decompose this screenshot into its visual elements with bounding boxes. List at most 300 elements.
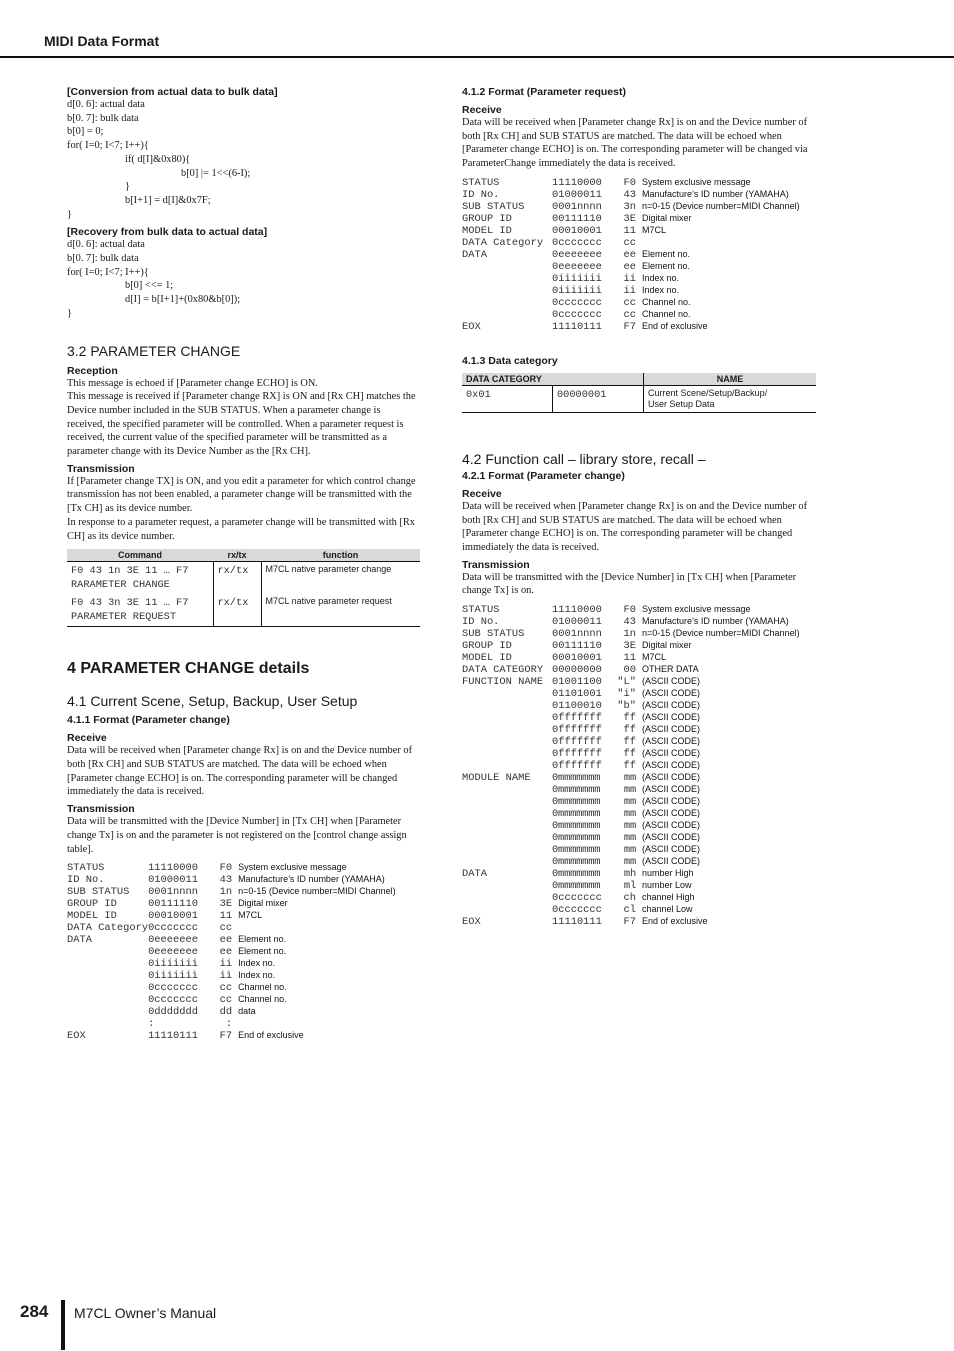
message-binary: 0eeeeeee [148,934,198,947]
message-description: Digital mixer [642,212,692,223]
message-hex: 43 [623,616,636,629]
message-description: Manufacture’s ID number (YAMAHA) [642,188,789,199]
message-description: number High [642,868,694,879]
message-row [67,874,420,886]
section-4-2-1-title: 4.2.1 Format (Parameter change) [462,469,625,482]
message-field: ID No. [462,616,500,629]
message-row [462,832,816,844]
message-hex: ii [623,272,636,285]
receive-text: Data will be received when [Parameter change Rx] is on and the Device number of both [Rx CH] and SUB STATUS are matched. The data will be echoed when [Parameter change ECHO] is on. The corresponding parameter will be changed immediately the data is received. [67,745,413,798]
name-header: NAME [644,373,817,386]
message-description: OTHER DATA [642,664,699,675]
message-field [462,880,552,892]
message-hex: ff [623,712,636,725]
message-description: Index no. [238,970,276,981]
command-name: RARAMETER CHANGE [71,579,170,592]
message-hex: F0 [219,862,233,875]
message-hex: ff [623,760,636,773]
message-row [67,934,420,946]
code-line: d[I] = b[I+1]+(0x80&b[0]); [125,294,241,306]
message-field [67,994,148,1006]
running-header: MIDI Data Format [44,33,160,49]
message-description: Digital mixer [238,898,288,909]
message-hex: ff [623,748,636,761]
message-description: (ASCII CODE) [642,748,701,759]
section-4-title: 4 PARAMETER CHANGE details [67,660,310,678]
message-description: (ASCII CODE) [642,832,701,843]
message-binary: 0ddddddd [148,1006,198,1019]
message-row [462,261,816,273]
code-line: } [125,181,130,193]
message-row [67,994,420,1006]
message-format-table [67,862,420,1042]
message-field: DATA [67,934,92,947]
message-field: FUNCTION NAME [462,676,544,689]
message-field [462,285,552,297]
section-4-2-title: 4.2 Function call – library store, recall – [462,450,706,467]
message-row [462,309,816,321]
code-line: if( d[I]&0x80){ [125,153,191,165]
message-binary: 0ccccccc [552,236,602,249]
message-row [462,237,816,249]
message-hex: ee [219,934,233,947]
category-name-line: User Setup Data [648,398,715,409]
message-hex: "b" [617,700,636,713]
message-binary: 0iiiiiii [148,970,198,983]
message-field: EOX [67,1030,86,1043]
message-row [67,862,420,874]
message-field [462,309,552,321]
message-row [67,1006,420,1018]
message-field [462,832,552,844]
receive-text-2: Data will be received when [Parameter change Rx] is on and the Device number of both [Rx CH] and SUB STATUS are matched. The data will be echoed when [Parameter change ECHO] is on. The corresponding parameter will be changed immediately the data is received. [462,500,808,553]
message-description: System exclusive message [238,862,347,873]
function-cell: M7CL native parameter request [261,594,420,627]
command-name: PARAMETER REQUEST [71,611,177,624]
message-row [462,820,816,832]
transmission-text: Data will be transmitted with the [Device Number] in [Tx CH] when [Parameter change Tx] is on. [462,571,797,597]
message-field [462,856,552,868]
table-row [67,594,420,627]
message-hex: 1n [623,628,636,641]
message-hex: mm [623,832,636,845]
command-code: F0 43 1n 3E 11 … F7 [71,565,189,578]
message-row [67,922,420,934]
message-binary: 0ccccccc [148,982,198,995]
message-binary: 01101001 [552,688,602,701]
code-line: } [67,208,72,220]
message-row [67,970,420,982]
footer-bar [61,1300,65,1350]
message-row [462,177,816,189]
message-description: (ASCII CODE) [642,784,701,795]
message-row [462,868,816,880]
message-binary: 0mmmmmmm [552,856,601,869]
message-description: (ASCII CODE) [642,712,701,723]
message-row [462,700,816,712]
code-line: d[0. 6]: actual data [67,99,145,110]
message-hex: "L" [617,676,636,689]
message-row [462,321,816,333]
message-field: DATA CATEGORY [462,664,544,677]
message-row [462,604,816,616]
message-row [462,856,816,868]
message-description: End of exclusive [642,320,708,331]
message-row [462,844,816,856]
message-row [462,748,816,760]
command-table [67,549,420,627]
message-binary: 0eeeeeee [552,248,602,261]
message-binary: 0ccccccc [148,922,198,935]
message-binary: 0fffffff [552,748,602,761]
receive-heading-2: Receive [462,487,502,500]
message-binary: 0eeeeeee [552,260,602,273]
message-field: DATA [462,868,487,881]
reception-heading: Reception [67,364,118,377]
message-binary: 01000011 [552,188,602,201]
message-binary: 0001nnnn [552,628,602,641]
message-row [67,910,420,922]
message-hex: dd [219,1006,233,1019]
message-row [67,886,420,898]
message-row [462,285,816,297]
message-row [462,616,816,628]
message-binary: 0ccccccc [552,904,602,917]
message-hex: F7 [219,1030,233,1043]
message-hex: mm [623,820,636,833]
message-field [67,970,148,982]
message-description: Index no. [642,284,680,295]
message-field [67,982,148,994]
code-line: b[0. 7]: bulk data [67,112,139,124]
message-hex: ii [219,970,233,983]
right-column [462,86,816,928]
message-binary: 11110111 [148,1030,198,1043]
message-hex: cc [623,308,636,321]
message-hex: cc [623,236,636,249]
conversion-code [67,98,420,221]
message-row [67,982,420,994]
message-row [462,628,816,640]
message-field: DATA [462,248,487,261]
message-field [67,946,148,958]
message-field: GROUP ID [462,212,512,225]
message-field [462,844,552,856]
message-field: DATA Category [462,236,544,249]
message-row [67,1030,420,1042]
message-field [462,724,552,736]
message-description: (ASCII CODE) [642,796,701,807]
message-binary: 0ccccccc [148,994,198,1007]
message-description: System exclusive message [642,176,751,187]
message-row [67,1018,420,1030]
message-row [462,712,816,724]
message-hex: ee [623,260,636,273]
message-row [462,297,816,309]
message-description: (ASCII CODE) [642,736,701,747]
message-binary: 00111110 [552,212,602,225]
message-field [462,700,552,712]
message-field: STATUS [462,604,500,617]
rxtx-cell: rx/tx [213,594,261,627]
command-cell [67,594,213,627]
message-hex: 3n [623,200,636,213]
message-hex: 3E [623,212,636,225]
message-hex: cc [219,982,233,995]
category-name [644,385,817,412]
message-field: STATUS [67,862,105,875]
message-field: SUB STATUS [462,200,525,213]
message-row [462,225,816,237]
reception-text-1: This message is echoed if [Parameter change ECHO] is ON. [67,377,319,389]
message-binary: 00000000 [552,664,602,677]
message-binary: 0mmmmmmm [552,808,601,821]
transmission-text-3: Data will be transmitted with the [Device Number] in [Tx CH] when [Parameter change Tx] is on and the parameter is not registered on the [control change assign table]. [67,816,407,855]
category-binary: 00000001 [553,385,644,412]
transmission-heading: Transmission [462,558,530,571]
message-binary: 0fffffff [552,760,602,773]
message-binary: 11110000 [552,604,602,617]
message-description: n=0-15 (Device number=MIDI Channel) [642,200,800,211]
message-description: n=0-15 (Device number=MIDI Channel) [238,886,396,897]
message-field: MODEL ID [67,910,117,923]
message-hex: cc [219,922,233,935]
message-row [67,898,420,910]
message-binary: 0mmmmmmm [552,820,601,833]
section-4-1-2-title: 4.1.2 Format (Parameter request) [462,86,626,98]
message-description: (ASCII CODE) [642,688,701,699]
message-field [462,688,552,700]
message-hex: mm [623,784,636,797]
message-binary: 00010001 [148,910,198,923]
message-field [462,904,552,916]
message-row [462,201,816,213]
message-hex: F0 [623,176,636,189]
message-binary: 11110000 [148,862,198,875]
code-line: b[0. 7]: bulk data [67,253,139,265]
code-line: b[0] |= 1<<(6-I); [181,167,251,179]
message-hex: "i" [617,688,636,701]
message-field [67,1006,148,1018]
message-binary: 01100010 [552,700,602,713]
section-4-1-3-title: 4.1.3 Data category [462,354,558,367]
message-binary: 00111110 [148,898,198,911]
message-description: End of exclusive [238,1030,304,1041]
message-field [462,808,552,820]
data-category-table [462,373,816,413]
message-field: GROUP ID [67,898,117,911]
command-code: F0 43 3n 3E 11 … F7 [71,597,189,610]
message-field: MODULE NAME [462,772,531,785]
message-hex: mm [623,808,636,821]
section-3-2-title: 3.2 PARAMETER CHANGE [67,342,241,359]
message-field [462,892,552,904]
transmission-text-1: If [Parameter change TX] is ON, and you edit a parameter for which control change transmission has not been enabled, a parameter change will be transmitted with the [Tx CH] as its device number. [67,475,416,515]
message-field: GROUP ID [462,640,512,653]
message-field: EOX [462,320,481,333]
message-binary: 11110111 [552,916,602,929]
table-row [462,385,816,412]
message-field: ID No. [67,874,105,887]
message-description: Channel no. [238,982,287,993]
message-description: channel High [642,892,695,903]
message-binary: 0fffffff [552,736,602,749]
message-binary: : [148,1018,155,1031]
message-hex: mm [623,772,636,785]
message-hex: mm [623,844,636,857]
message-binary: 0ccccccc [552,296,602,309]
message-description: (ASCII CODE) [642,700,701,711]
code-line: } [67,307,72,319]
message-binary: 01000011 [552,616,602,629]
transmission-heading: Transmission [67,462,135,475]
recovery-code [67,238,420,320]
message-binary: 00111110 [552,640,602,653]
receive-text: Data will be received when [Parameter change Rx] is on and the Device number of both [Rx CH] and SUB STATUS are matched. The data will be echoed when [Parameter change ECHO] is on. The corresponding parameter will be changed via ParameterChange immediately the data is received. [462,117,808,170]
message-field [462,784,552,796]
message-binary: 0mmmmmmm [552,796,601,809]
message-row [462,676,816,688]
message-hex: F7 [623,916,636,929]
message-description: (ASCII CODE) [642,676,701,687]
message-binary: 0001nnnn [552,200,602,213]
message-description: Element no. [238,934,287,945]
code-line: b[I+1] = d[I]&0x7F; [125,194,211,206]
message-description: M7CL [238,910,263,921]
message-field [462,712,552,724]
code-line: for( I=0; I<7; I++){ [67,140,149,152]
table-row [67,562,420,595]
message-field: ID No. [462,188,500,201]
message-hex: ff [623,724,636,737]
message-binary: 0iiiiiii [552,284,602,297]
message-row [462,880,816,892]
request-format-table [462,177,816,333]
transmission-text-2: In response to a parameter request, a parameter change will be transmitted with [Rx CH] as its device number. [67,516,415,542]
message-row [462,652,816,664]
message-field: MODEL ID [462,652,512,665]
message-description: Digital mixer [642,640,692,651]
message-hex: : [225,1018,233,1031]
message-binary: 0ccccccc [552,892,602,905]
message-hex: 11 [623,224,636,237]
section-4-1-title: 4.1 Current Scene, Setup, Backup, User Setup [67,693,358,710]
message-description: n=0-15 (Device number=MIDI Channel) [642,628,800,639]
message-hex: mm [623,796,636,809]
message-description: M7CL [642,224,667,235]
message-row [462,784,816,796]
message-description: (ASCII CODE) [642,820,701,831]
message-hex: cl [623,904,636,917]
message-description: Element no. [642,248,691,259]
message-binary: 11110111 [552,320,602,333]
message-description: Channel no. [642,308,691,319]
message-description: Channel no. [642,296,691,307]
message-description: Index no. [642,272,680,283]
message-binary: 0iiiiiii [148,958,198,971]
message-description: Index no. [238,958,276,969]
message-binary: 0mmmmmmm [552,832,601,845]
message-field [462,796,552,808]
message-field [462,760,552,772]
message-field: EOX [462,916,481,929]
message-description: End of exclusive [642,916,708,927]
message-row [462,760,816,772]
message-field: MODEL ID [462,224,512,237]
message-hex: 11 [219,910,233,923]
message-description: Element no. [642,260,691,271]
message-field: SUB STATUS [67,886,130,899]
message-description: (ASCII CODE) [642,856,701,867]
message-binary: 0mmmmmmm [552,868,601,881]
recovery-heading: [Recovery from bulk data to actual data] [67,226,268,239]
message-row [67,958,420,970]
rxtx-header: rx/tx [213,549,261,562]
message-hex: cc [623,296,636,309]
left-column [67,86,420,1042]
message-hex: F7 [623,320,636,333]
message-binary: 0mmmmmmm [552,880,601,893]
message-binary: 0fffffff [552,712,602,725]
message-binary: 11110000 [552,176,602,189]
message-hex: 11 [623,652,636,665]
message-binary: 0mmmmmmm [552,784,601,797]
message-description: (ASCII CODE) [642,844,701,855]
message-field [67,958,148,970]
message-field [67,1018,148,1030]
function-cell: M7CL native parameter change [261,562,420,595]
command-header: Command [67,549,213,562]
message-field [462,297,552,309]
message-row [462,640,816,652]
message-binary: 01000011 [148,874,198,887]
message-binary: 0ccccccc [552,308,602,321]
page-number: 284 [20,1302,49,1321]
message-hex: 3E [219,898,233,911]
message-field: STATUS [462,176,500,189]
message-binary: 0mmmmmmm [552,844,601,857]
category-name-line: Current Scene/Setup/Backup/ [648,387,768,398]
message-row [462,724,816,736]
function-header: function [261,549,420,562]
message-binary: 00010001 [552,652,602,665]
message-hex: F0 [623,604,636,617]
message-row [462,904,816,916]
message-field [462,273,552,285]
message-description [238,922,420,934]
message-row [67,946,420,958]
message-description: (ASCII CODE) [642,760,701,771]
message-hex: ee [623,248,636,261]
message-description: Channel no. [238,994,287,1005]
conversion-heading: [Conversion from actual data to bulk data] [67,86,278,98]
message-row [462,273,816,285]
message-hex: 3E [623,640,636,653]
message-row [462,688,816,700]
message-row [462,916,816,928]
manual-title: M7CL Owner’s Manual [74,1305,217,1321]
message-row [462,189,816,201]
message-row [462,892,816,904]
message-row [462,664,816,676]
message-binary: 01001100 [552,676,602,689]
message-description: Element no. [238,946,287,957]
message-hex: 43 [623,188,636,201]
message-row [462,808,816,820]
message-description: Manufacture’s ID number (YAMAHA) [642,616,789,627]
message-field: DATA Category [67,922,149,935]
message-field [462,748,552,760]
